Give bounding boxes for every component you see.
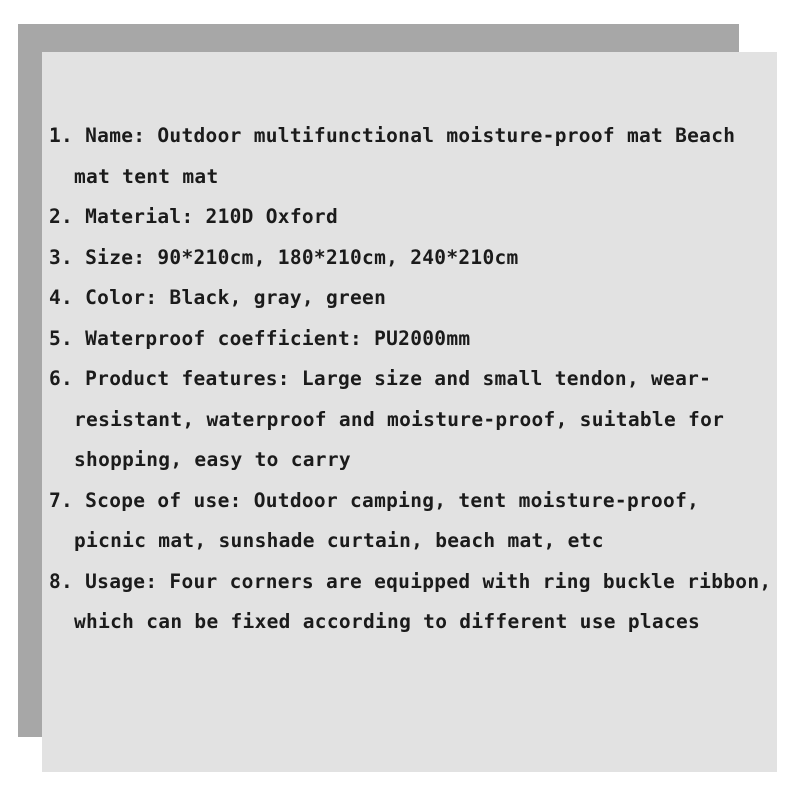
spec-item-waterproof — [49, 319, 781, 360]
spec-item-material — [49, 197, 781, 238]
spec-text: Waterproof coefficient: PU2000mm — [85, 326, 471, 350]
spec-text: Usage: Four corners are equipped with ring buckle ribbon, which can be fixed according to different use places — [74, 569, 772, 633]
spec-number: 5. — [49, 326, 74, 350]
spec-text: Size: 90*210cm, 180*210cm, 240*210cm — [85, 245, 519, 269]
spec-list — [49, 116, 781, 643]
spec-number: 2. — [49, 205, 74, 228]
spec-item-size — [49, 238, 781, 279]
spec-text: Color: Black, gray, green — [85, 286, 387, 309]
spec-item-color — [49, 278, 781, 319]
spec-number: 4. — [49, 286, 74, 309]
spec-item-features — [49, 359, 781, 481]
spec-text: Material: 210D Oxford — [85, 205, 338, 228]
spec-number: 8. — [49, 569, 74, 593]
spec-item-usage — [49, 562, 781, 643]
spec-text: Product features: Large size and small tendon, wear-resistant, waterproof and moisture-proof, suitable for shopping, easy to carry — [74, 367, 725, 471]
spec-item-scope — [49, 481, 781, 562]
spec-number: 7. — [49, 488, 74, 512]
spec-text: Name: Outdoor multifunctional moisture-proof mat Beach mat tent mat — [74, 124, 736, 188]
spec-item-name — [49, 116, 781, 197]
spec-number: 3. — [49, 245, 74, 269]
spec-number: 6. — [49, 367, 74, 390]
spec-text: Scope of use: Outdoor camping, tent moisture-proof, picnic mat, sunshade curtain, beach mat, etc — [74, 488, 700, 552]
spec-number: 1. — [49, 124, 74, 147]
